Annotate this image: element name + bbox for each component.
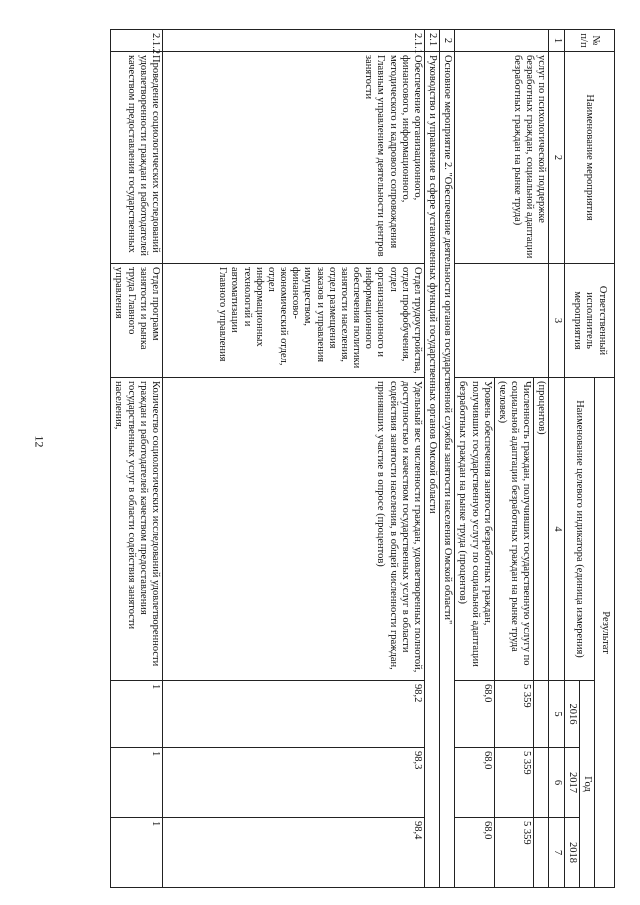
row-2-1-1-indicator: Удельный вес численности граждан, удовлетворенных полнотой, доступностью и качеством государственных услуг в области содействия занятости населения, в общей численности граждан, принявших участие в опросе (процентов) <box>162 378 424 681</box>
col-number: 1 <box>549 30 564 52</box>
header-executor: Ответственный исполнитель мероприятия <box>564 264 614 378</box>
row-2-1-1-activity: Обеспечение организационного, финансового, информационного, методического и кадрового сопровождения Главным управлением деятельности центров занятости <box>162 52 424 264</box>
indicator-text: (процентов) <box>534 378 549 681</box>
row-2-1-2-indicator: Количество социологических исследований удовлетворенности граждан и работодателей качеством предоставления государственных услуг в области содействия занятости населения, <box>111 378 163 681</box>
header-year-2017: 2017 <box>564 748 579 818</box>
col-number: 2 <box>549 52 564 264</box>
col-number: 7 <box>549 818 564 888</box>
value-2018: 1 <box>111 818 163 888</box>
value-2017: 98,3 <box>162 748 424 818</box>
header-year: Год <box>579 681 594 888</box>
value-2018: 68,0 <box>455 818 495 888</box>
col-number: 6 <box>549 748 564 818</box>
row-cont-num <box>455 30 549 52</box>
header-year-2016: 2016 <box>564 681 579 748</box>
indicator-text: Численность граждан, получивших государственную услугу по социальной адаптации безработных граждан на рынке труда (человек) <box>494 378 534 681</box>
value-2017 <box>534 748 549 818</box>
section-2-num: 2 <box>440 30 455 52</box>
value-2017: 5 359 <box>494 748 534 818</box>
col-number: 5 <box>549 681 564 748</box>
indicator-text: Уровень обеспечения занятости безработных граждан, получивших государственную услугу по социальной адаптации безработных граждан на рынке труда (процентов) <box>455 378 495 681</box>
header-activity: Наименование мероприятия <box>564 52 614 264</box>
program-table <box>110 29 615 888</box>
value-2017: 1 <box>111 748 163 818</box>
value-2016 <box>534 681 549 748</box>
value-2016: 5 359 <box>494 681 534 748</box>
row-2-1-1-executor: Отдел трудоустройства, отдел профобучения, отдел организационного и информационного обеспечения политики занятости населения, отдел размещения заказов и управления имуществом, финансово-экономический отдел, отдел информационных технологий и автоматизации Главного управления <box>162 264 424 378</box>
section-2-1-num: 2.1 <box>424 30 439 52</box>
value-2016: 68,0 <box>455 681 495 748</box>
value-2016: 1 <box>111 681 163 748</box>
value-2018: 5 359 <box>494 818 534 888</box>
header-result: Результат <box>595 378 615 888</box>
value-2018 <box>534 818 549 888</box>
row-cont-executor <box>455 264 549 378</box>
value-2018: 98,4 <box>162 818 424 888</box>
rotated-page <box>85 29 615 887</box>
page-number: 12 <box>32 435 47 448</box>
row-cont-activity: услуг по психологической поддержке безработных граждан, социальной адаптации безработных граждан на рынке труда) <box>455 52 549 264</box>
header-indicator: Наименование целевого индикатора (единица измерения) <box>564 378 594 681</box>
row-2-1-1-num: 2.1.1 <box>162 30 424 52</box>
section-2-title: Основное мероприятие 2. "Обеспечение деятельности органов государственной службы занятости населения Омской области" <box>440 52 455 888</box>
row-2-1-2-num: 2.1.2 <box>111 30 163 52</box>
section-2-1-title: Руководство и управление в сфере установленных функций государственных органов Омской области <box>424 52 439 888</box>
col-number: 3 <box>549 264 564 378</box>
row-2-1-2-executor: Отдел программ занятости и рынка труда Главного управления <box>111 264 163 378</box>
header-year-2018: 2018 <box>564 818 579 888</box>
row-2-1-2-activity: Проведение социологических исследований удовлетворенности граждан и работодателей качеством предоставления государственных <box>111 52 163 264</box>
col-number: 4 <box>549 378 564 681</box>
value-2017: 68,0 <box>455 748 495 818</box>
header-num: № п/п <box>564 30 614 52</box>
value-2016: 98,2 <box>162 681 424 748</box>
